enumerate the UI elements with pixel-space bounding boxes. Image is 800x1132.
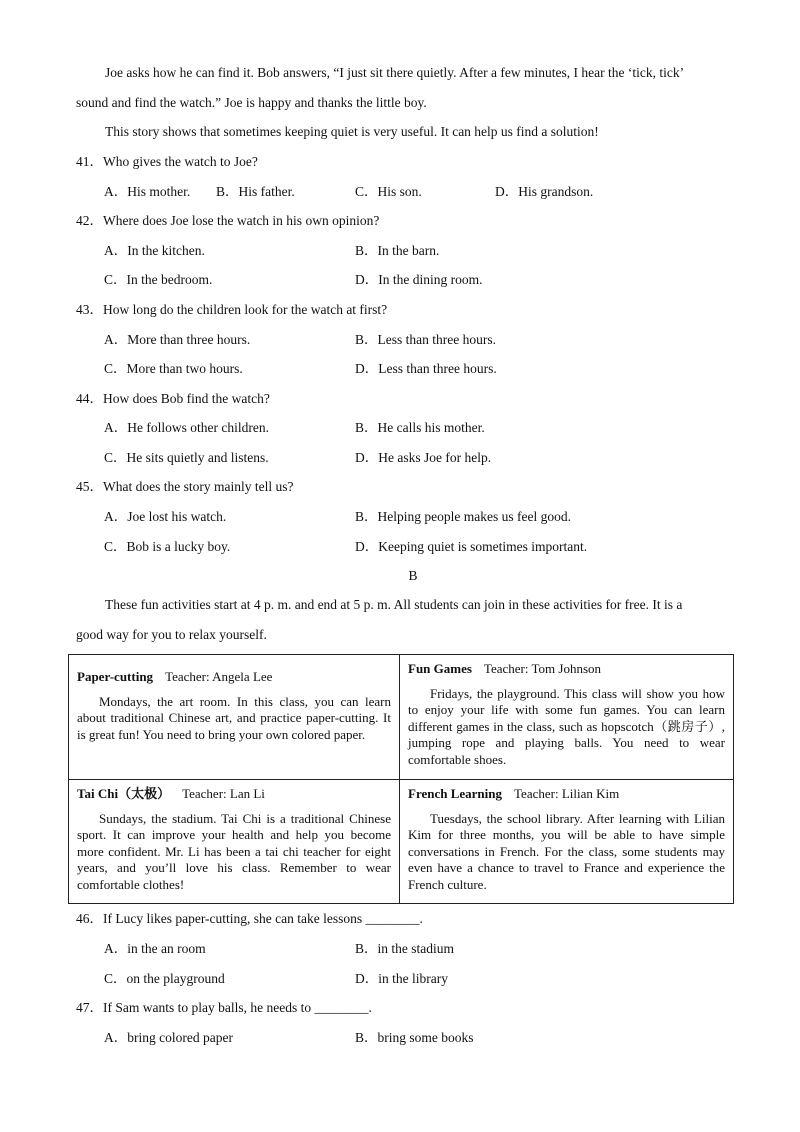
question-stem-41: 41．Who gives the watch to Joe? [76, 154, 258, 169]
option-45-a[interactable]: A．Joe lost his watch. [104, 509, 227, 524]
passage-line: sound and find the watch.” Joe is happy and thanks the little boy. [76, 95, 427, 110]
activity-name: Paper-cutting [77, 669, 154, 684]
activity-name: French Learning [408, 786, 503, 801]
option-46-b[interactable]: B．in the stadium [355, 941, 454, 956]
option-41-d[interactable]: D．His grandson. [495, 184, 594, 199]
passage-line: This story shows that sometimes keeping quiet is very useful. It can help us find a solution! [105, 124, 599, 139]
activity-cell-french-learning [400, 780, 734, 904]
option-41-a[interactable]: A．His mother. [104, 184, 191, 199]
activity-teacher: Teacher: Tom Johnson [483, 661, 602, 676]
question-stem-42: 42．Where does Joe lose the watch in his own opinion? [76, 213, 380, 228]
option-44-d[interactable]: D．He asks Joe for help. [355, 450, 492, 465]
option-45-d[interactable]: D．Keeping quiet is sometimes important. [355, 539, 588, 554]
activity-description: Fridays, the playground. This class will show you how to enjoy your life with some fun games. You can learn different games in the class, such as hopscotch（跳房子）, jumping rope and playing balls. You need to wear comfortable shoes. [408, 685, 725, 767]
question-stem-46: 46．If Lucy likes paper-cutting, she can take lessons ________. [76, 911, 423, 926]
activity-description: Tuesdays, the school library. After learning with Lilian Kim for three months, you will be able to have simple conversations in French. For the class, some students may even have a chance to travel to France and experience the French culture. [408, 810, 725, 892]
section-b-intro: good way for you to relax yourself. [76, 627, 267, 642]
activity-cell-fun-games [400, 655, 734, 780]
section-b-intro: These fun activities start at 4 p. m. and end at 5 p. m. All students can join in these activities for free. It is a [105, 597, 683, 612]
activity-teacher: Teacher: Lan Li [182, 786, 265, 801]
option-42-c[interactable]: C．In the bedroom. [104, 272, 213, 287]
option-46-c[interactable]: C．on the playground [104, 971, 225, 986]
option-46-a[interactable]: A．in the an room [104, 941, 206, 956]
option-43-d[interactable]: D．Less than three hours. [355, 361, 497, 376]
option-44-c[interactable]: C．He sits quietly and listens. [104, 450, 269, 465]
option-43-a[interactable]: A．More than three hours. [104, 332, 251, 347]
option-47-b[interactable]: B．bring some books [355, 1030, 474, 1045]
option-44-a[interactable]: A．He follows other children. [104, 420, 269, 435]
option-41-b[interactable]: B．His father. [216, 184, 295, 199]
question-stem-45: 45．What does the story mainly tell us? [76, 479, 294, 494]
section-label-b: B [408, 568, 418, 583]
activity-teacher: Teacher: Angela Lee [165, 669, 273, 684]
option-42-a[interactable]: A．In the kitchen. [104, 243, 205, 258]
activity-name: Fun Games [408, 661, 472, 676]
activity-cell-tai-chi [69, 780, 400, 904]
question-stem-43: 43．How long do the children look for the watch at first? [76, 302, 388, 317]
activity-name: Tai Chi（太极） [77, 786, 171, 801]
option-45-c[interactable]: C．Bob is a lucky boy. [104, 539, 231, 554]
question-stem-44: 44．How does Bob find the watch? [76, 391, 270, 406]
question-stem-47: 47．If Sam wants to play balls, he needs to ________. [76, 1000, 372, 1015]
option-42-d[interactable]: D．In the dining room. [355, 272, 483, 287]
option-47-a[interactable]: A．bring colored paper [104, 1030, 233, 1045]
activity-description: Sundays, the stadium. Tai Chi is a traditional Chinese sport. It can improve your health and help you become more confident. Mr. Li has been a tai chi teacher for eight years, and you’ll love his class. Remember to wear comfortable clothes! [77, 810, 391, 892]
option-45-b[interactable]: B．Helping people makes us feel good. [355, 509, 571, 524]
activity-description: Mondays, the art room. In this class, you can learn about traditional Chinese art, and practice paper-cutting. It is great fun! You need to bring your own colored paper. [77, 693, 391, 742]
option-46-d[interactable]: D．in the library [355, 971, 448, 986]
activities-table [68, 654, 734, 904]
option-44-b[interactable]: B．He calls his mother. [355, 420, 485, 435]
passage-line: Joe asks how he can find it. Bob answers, “I just sit there quietly. After a few minutes, I hear the ‘tick, tick’ [105, 65, 685, 80]
option-42-b[interactable]: B．In the barn. [355, 243, 440, 258]
activity-teacher: Teacher: Lilian Kim [514, 786, 620, 801]
option-43-b[interactable]: B．Less than three hours. [355, 332, 496, 347]
activity-cell-paper-cutting [69, 655, 400, 780]
option-43-c[interactable]: C．More than two hours. [104, 361, 243, 376]
option-41-c[interactable]: C．His son. [355, 184, 422, 199]
